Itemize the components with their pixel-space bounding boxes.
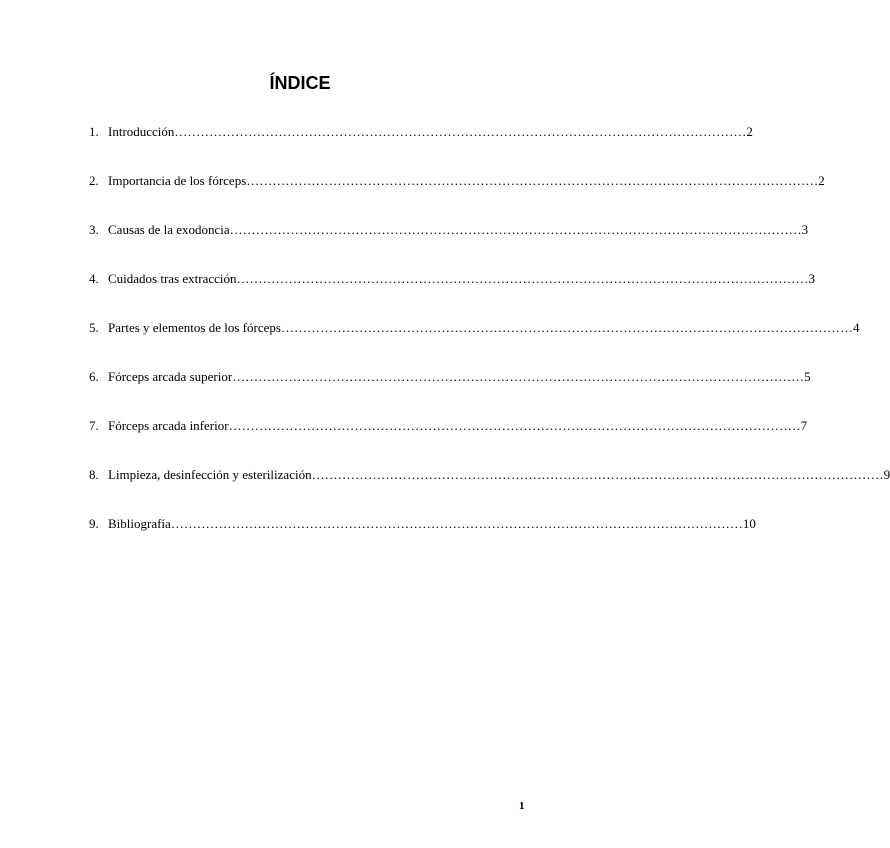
- toc-entry-number: 3.: [89, 222, 99, 237]
- toc-entry-causas: [89, 221, 809, 270]
- toc-entry-superior: [89, 368, 811, 417]
- toc-dot-leader: ……………………………………………………………………………………………………………………: [170, 516, 743, 531]
- toc-entry-page: 2: [818, 173, 825, 188]
- toc-entry-page: 3: [808, 271, 816, 286]
- toc-dot-leader: ……………………………………………………………………………………………………………………: [236, 271, 809, 286]
- toc-entry-number: 8.: [89, 467, 99, 482]
- toc-dot-leader: ……………………………………………………………………………………………………………………: [311, 467, 884, 482]
- toc-entry-title: Fórceps arcada superior: [108, 369, 233, 384]
- toc-entry-number: 4.: [89, 271, 99, 286]
- toc-dot-leader: ……………………………………………………………………………………………………………………: [229, 222, 802, 237]
- toc-entry-number: 1.: [89, 124, 99, 139]
- toc-entry-page: 9: [883, 467, 890, 482]
- toc-entry-title: Partes y elementos de los fórceps: [108, 320, 281, 335]
- toc-entry-number: 5.: [89, 320, 99, 335]
- toc-entry-importancia: [89, 172, 825, 221]
- toc-entry-limpieza: [89, 466, 890, 515]
- toc-entry-page: 3: [801, 222, 809, 237]
- page-title: ÍNDICE: [269, 73, 331, 93]
- toc-entry-inferior: [89, 417, 808, 466]
- toc-entry-title: Bibliografía: [108, 516, 171, 531]
- toc-entry-page: 10: [742, 516, 756, 531]
- toc-entry-title: Fórceps arcada inferior: [108, 418, 229, 433]
- toc-entry-number: 2.: [89, 173, 99, 188]
- toc-entry-number: 9.: [89, 516, 99, 531]
- toc-entry-title: Introducción: [108, 124, 175, 139]
- toc-dot-leader: ……………………………………………………………………………………………………………………: [174, 124, 747, 139]
- toc-dot-leader: ……………………………………………………………………………………………………………………: [280, 320, 853, 335]
- toc-entry-page: 2: [746, 124, 753, 139]
- toc-entry-title: Cuidados tras extracción: [108, 271, 237, 286]
- toc-entry-introduccion: [89, 123, 753, 172]
- page-number: 1: [519, 800, 525, 812]
- toc-dot-leader: ……………………………………………………………………………………………………………………: [246, 173, 819, 188]
- toc-entry-number: 7.: [89, 418, 99, 433]
- toc-entry-bibliografia: [89, 515, 756, 564]
- toc-entry-number: 6.: [89, 369, 99, 384]
- toc-entry-title: Causas de la exodoncia: [108, 222, 230, 237]
- toc-dot-leader: ……………………………………………………………………………………………………………………: [232, 369, 805, 384]
- toc-entry-partes: [89, 319, 860, 368]
- toc-entry-title: Limpieza, desinfección y esterilización: [108, 467, 312, 482]
- table-of-contents: [89, 123, 890, 564]
- toc-entry-title: Importancia de los fórceps: [108, 173, 247, 188]
- toc-entry-page: 5: [804, 369, 811, 384]
- toc-entry-page: 7: [800, 418, 808, 433]
- toc-entry-cuidados: [89, 270, 816, 319]
- toc-dot-leader: ……………………………………………………………………………………………………………………: [228, 418, 801, 433]
- toc-entry-page: 4: [852, 320, 860, 335]
